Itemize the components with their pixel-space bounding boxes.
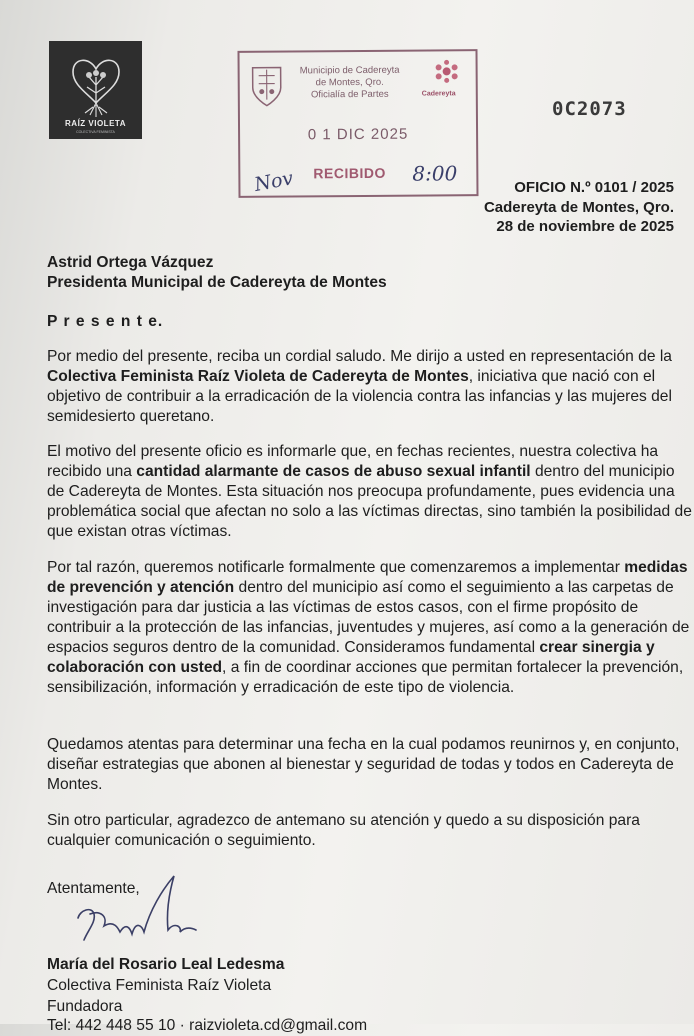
p2-text-c: dentro del municipio de Cadereyta de Montes. Esta situación nos preocupa profundamente, pues evidencia una problemática social que afectan no solo a las víctimas directas, sino también la posibilidad de que existan otras víctimas. [47, 463, 692, 540]
p1-text-c: , iniciativa que nació con el objetivo de contribuir a la erradicación de la violencia contra las infancias y las mujeres del semidesierto queretano. [47, 368, 672, 425]
stamp-line-3: Oficialía de Partes [310, 88, 389, 101]
seal-label: Cadereyta [421, 90, 456, 98]
p2-bold-cases: cantidad alarmante de casos de abuso sexual infantil [136, 463, 531, 480]
letter-place: Cadereyta de Montes, Qro. [483, 199, 674, 216]
cadereyta-seal [421, 59, 468, 98]
salutation: Atentamente, [47, 880, 140, 897]
paragraph-4: Quedamos atentas para determinar una fecha en la cual podamos reunirnos y, en conjunto, diseñar estrategias que abonen al bienestar y seguridad de todas y todos en Cadereyta de Montes. [47, 736, 680, 793]
signer-organization: Colectiva Feminista Raíz Violeta [47, 977, 272, 994]
greeting: P r e s e n t e. [47, 313, 164, 330]
recipient-title: Presidenta Municipal de Cadereyta de Montes [47, 274, 387, 291]
signer-name: María del Rosario Leal Ledesma [47, 956, 285, 973]
p3-bold-measures: medidas de prevención y atención [47, 559, 688, 596]
logo-name: RAÍZ VIOLETA [65, 119, 126, 128]
paragraph-3 [47, 558, 693, 698]
p2-text-a: El motivo del presente oficio es informarle que, en fechas recientes, nuestra colectiva ha recibido una [47, 443, 659, 480]
oficio-number: OFICIO N.º 0101 / 2025 [514, 179, 674, 196]
p3-bold-synergy: crear sinergia y colaboración con usted [47, 639, 655, 676]
folio-number: 0C2073 [552, 98, 627, 120]
reception-stamp [237, 49, 478, 198]
paragraph-5: Sin otro particular, agradezco de antemano su atención y quedo a su disposición para cualquier comunicación o seguimiento. [47, 812, 640, 849]
handwritten-time: 8:00 [412, 161, 458, 186]
logo-subtitle: COLECTIVA FEMINISTA [76, 130, 115, 134]
stamp-line-1: Municipio de Cadereyta [299, 64, 400, 77]
stamp-date: 0 1 DIC 2025 [307, 125, 409, 144]
handwritten-signature [70, 870, 210, 950]
flower-seal-icon [426, 59, 468, 93]
paragraph-2 [47, 442, 693, 542]
p3-text-e: , a fin de coordinar acciones que permitan fortalecer la prevención, sensibilización, información y erradicación de este tipo de violencia. [47, 659, 684, 696]
paragraph-1 [47, 347, 693, 427]
signer-role: Fundadora [47, 998, 123, 1015]
stamp-line-2: de Montes, Qro. [315, 76, 384, 89]
stamp-received: RECIBIDO [313, 164, 386, 182]
p1-text-a: Por medio del presente, reciba un cordial saludo. Me dirijo a usted en representación de la [47, 348, 672, 365]
recipient-name: Astrid Ortega Vázquez [47, 254, 214, 271]
p3-text-c: dentro del municipio así como el seguimiento a las carpetas de investigación para dar justicia a las víctimas de estos casos, con el firme propósito de contribuir a la protección de las infancias, juventudes y mujeres, así como a la generación de espacios seguros dentro de la comunidad. Consideramos fundamental [47, 579, 690, 656]
handwritten-initials: Nov [252, 167, 295, 196]
heart-tree-icon [65, 47, 127, 119]
letter-date: 28 de noviembre de 2025 [496, 218, 674, 235]
p3-text-a: Por tal razón, queremos notificarle formalmente que comenzaremos a implementar [47, 559, 625, 576]
contact-line: Tel: 442 448 55 10 · raizvioleta.cd@gmail.com [47, 1017, 368, 1034]
organization-logo [49, 41, 142, 139]
p1-bold-org: Colectiva Feminista Raíz Violeta de Cadereyta de Montes [47, 368, 469, 385]
